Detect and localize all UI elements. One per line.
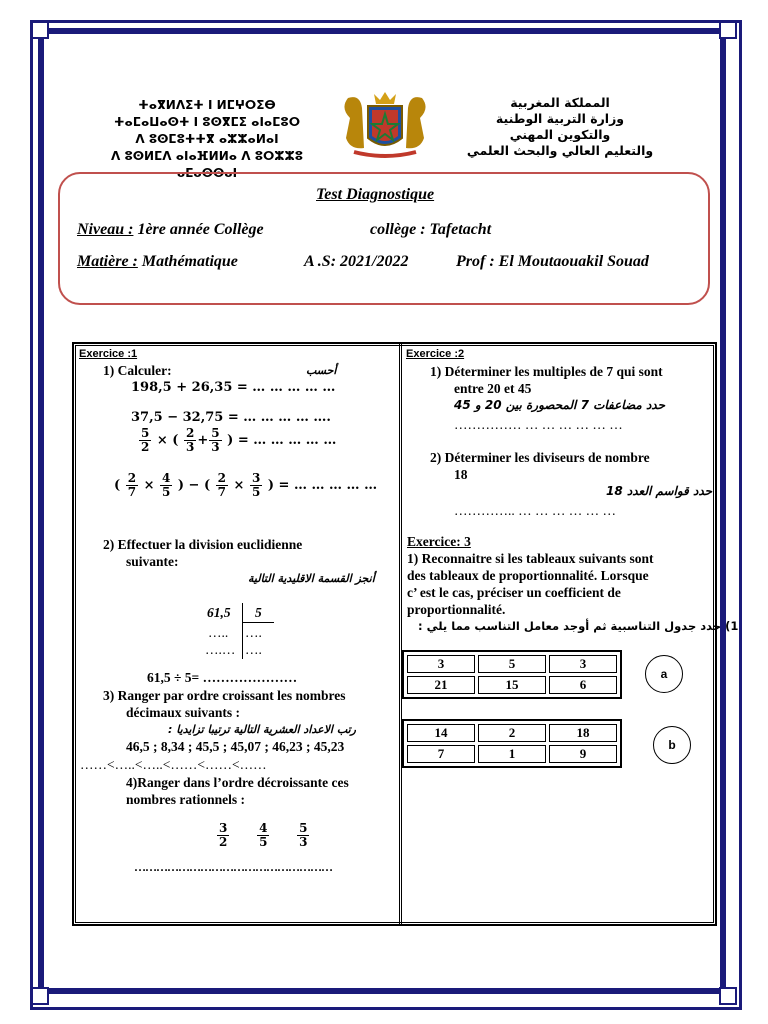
ex1-q2-arabic: أنجز القسمة الاقليدية التالية	[248, 572, 375, 585]
moroccan-emblem-icon	[330, 88, 440, 160]
ex2-title: Exercice :2	[406, 348, 465, 360]
arabic-line: وزارة التربية الوطنية	[495, 111, 625, 126]
matiere-label: Matière :	[77, 253, 138, 270]
matiere-line	[77, 253, 238, 271]
table-cell: 14	[407, 724, 475, 742]
div-dots-a: …..	[208, 625, 229, 640]
arabic-line: والتعليم العالي والبحث العلمي	[466, 143, 654, 158]
ex2-q2-label-2: 18	[454, 467, 468, 482]
ex2-q1-dots: …………… … … … … … …	[454, 417, 623, 432]
ex1-q2-label: 2) Effectuer la division euclidienne	[103, 537, 303, 552]
table-cell: 6	[549, 676, 617, 694]
ex1-q1-arabic: أحسب	[306, 364, 337, 377]
proportion-table-a	[402, 650, 622, 699]
ex2-q1-label: 1) Déterminer les multiples de 7 qui sont	[430, 364, 663, 379]
division-result: 61,5 ÷ 5= …………………	[147, 670, 298, 685]
table-row	[407, 745, 617, 763]
ex1-q4-label: 4)Ranger dans l’ordre décroissante ces	[126, 775, 349, 790]
tifinagh-line: ⴷ ⵓⵙⵎⵓⵜⵜⴳ ⴰⵣⵣⴰⵍⴰⵏ	[135, 132, 279, 146]
test-title: Test Diagnostique	[316, 186, 435, 203]
ex2-q2-dots: ………….. … … … … … …	[454, 503, 616, 518]
divisor: 5	[255, 605, 262, 620]
table-cell: 5	[478, 655, 546, 673]
calc-3-tail: = … … … … …	[237, 433, 337, 448]
table-cell: 3	[549, 655, 617, 673]
calc-2: 37,5 − 32,75 = … … … … ….	[131, 410, 331, 425]
tifinagh-line: ⴷ ⵓⵙⵍⵎⴷ ⴰⵏⴰⴼⵍⵍⴰ ⴷ ⵓⵔⵣⵣⵓ ⴰⵎⴰⵙⵙⴰⵏ	[110, 149, 303, 180]
ex2-q1-label-2: entre 20 et 45	[454, 381, 532, 396]
ex3-line-4: proportionnalité.	[407, 602, 506, 617]
table-cell: 2	[478, 724, 546, 742]
fraction: $\frac{4}{5}$	[259, 821, 268, 849]
ex3-line-2: des tableaux de proportionnalité. Lorsque	[407, 568, 649, 583]
div-dots-c: ….…	[205, 642, 236, 657]
table-cell: 15	[478, 676, 546, 694]
ex3-line-3: c’ est le cas, préciser un coefficient de	[407, 585, 621, 600]
table-row	[407, 655, 617, 673]
fraction: $\frac{5}{3}$	[299, 821, 308, 849]
ex1-q3-label: 3) Ranger par ordre croissant les nombres	[103, 688, 346, 703]
niveau-line	[77, 221, 264, 239]
table-cell: 21	[407, 676, 475, 694]
dividend: 61,5	[207, 605, 231, 620]
table-row	[407, 724, 617, 742]
corner-ornament	[719, 21, 737, 39]
div-dots-d: ….	[245, 642, 262, 657]
arabic-line: والتكوين المهني	[509, 127, 611, 142]
tifinagh-line: ⵜⴰⴳⵍⴷⵉⵜ ⵏ ⵍⵎⵖⵔⵉⴱ	[138, 98, 276, 112]
header-tifinagh	[82, 97, 332, 182]
table-cell: 18	[549, 724, 617, 742]
arabic-line: المملكة المغربية	[510, 95, 610, 110]
ex2-q2-arabic: حدد قواسم العدد 18	[606, 484, 713, 498]
niveau-label: Niveau :	[77, 221, 134, 238]
ex1-q3-label-2: décimaux suivants :	[126, 705, 241, 720]
ex3-arabic: 1) حدد جدول التناسبية ثم أوجد معامل التناسب مما يلي :	[418, 619, 739, 633]
table-row	[407, 676, 617, 694]
professor: Prof : El Moutaouakil Souad	[456, 253, 649, 270]
ex1-q4-dots: ………………………………………………	[134, 860, 332, 874]
table-cell: 3	[407, 655, 475, 673]
label-a: a	[645, 655, 683, 693]
ex3-title: Exercice: 3	[407, 534, 471, 549]
tifinagh-line: ⵜⴰⵎⴰⵡⴰⵙⵜ ⵏ ⵓⵙⴳⵎⵉ ⴰⵏⴰⵎⵓⵔ	[114, 115, 300, 129]
ex1-q3-dots: ……<…..<…..<……<……<……	[80, 757, 267, 772]
table-cell: 7	[407, 745, 475, 763]
fractions-row	[216, 822, 310, 849]
calc-3: $\frac{5}{2}$ × ( $\frac{2}{3}$ + $\frac{5}{3}$ ) = … … … … …	[141, 426, 337, 454]
ex1-q3-numbers: 46,5 ; 8,34 ; 45,5 ; 45,07 ; 46,23 ; 45,23	[126, 739, 345, 754]
info-box	[58, 172, 710, 305]
proportion-table-b	[402, 719, 622, 768]
ex2-q1-arabic: حدد مضاعفات 7 المحصورة بين 20 و 45	[454, 398, 666, 412]
corner-ornament	[31, 987, 49, 1005]
matiere-value: Mathématique	[141, 253, 238, 270]
ex1-title: Exercice :1	[79, 348, 138, 360]
header-arabic	[430, 95, 690, 159]
column-divider	[399, 342, 402, 926]
calc-1: 198,5 + 26,35 = … … … … …	[131, 380, 336, 395]
ex1-q1-label: 1) Calculer:	[103, 363, 172, 378]
calc-4-tail: = … … … … …	[278, 478, 378, 493]
division-vertical-line	[242, 603, 243, 659]
div-dots-b: ….	[245, 625, 262, 640]
division-horizontal-line	[242, 622, 274, 623]
niveau-value: 1ère année Collège	[133, 221, 264, 238]
ex2-q2-label: 2) Déterminer les diviseurs de nombre	[430, 450, 650, 465]
corner-ornament	[719, 987, 737, 1005]
fraction: $\frac{3}{2}$	[219, 821, 228, 849]
calc-4: ( $\frac{2}{7}$ × $\frac{4}{5}$ ) − ( $\frac{2}{7}$ × $\frac{3}{5}$ ) = … … … … …	[114, 471, 378, 499]
corner-ornament	[31, 21, 49, 39]
school-year: A .S: 2021/2022	[304, 253, 409, 270]
ex1-q4-label-2: nombres rationnels :	[126, 792, 246, 807]
college: collège : Tafetacht	[370, 221, 492, 238]
ex1-q2-label-2: suivante:	[126, 554, 179, 569]
ex3-line-1: 1) Reconnaitre si les tableaux suivants sont	[407, 551, 654, 566]
table-cell: 1	[478, 745, 546, 763]
ex1-q3-arabic: رتب الاعداد العشرية التالية ترتيبا تزايديا :	[168, 723, 356, 736]
table-cell: 9	[549, 745, 617, 763]
label-b: b	[653, 726, 691, 764]
